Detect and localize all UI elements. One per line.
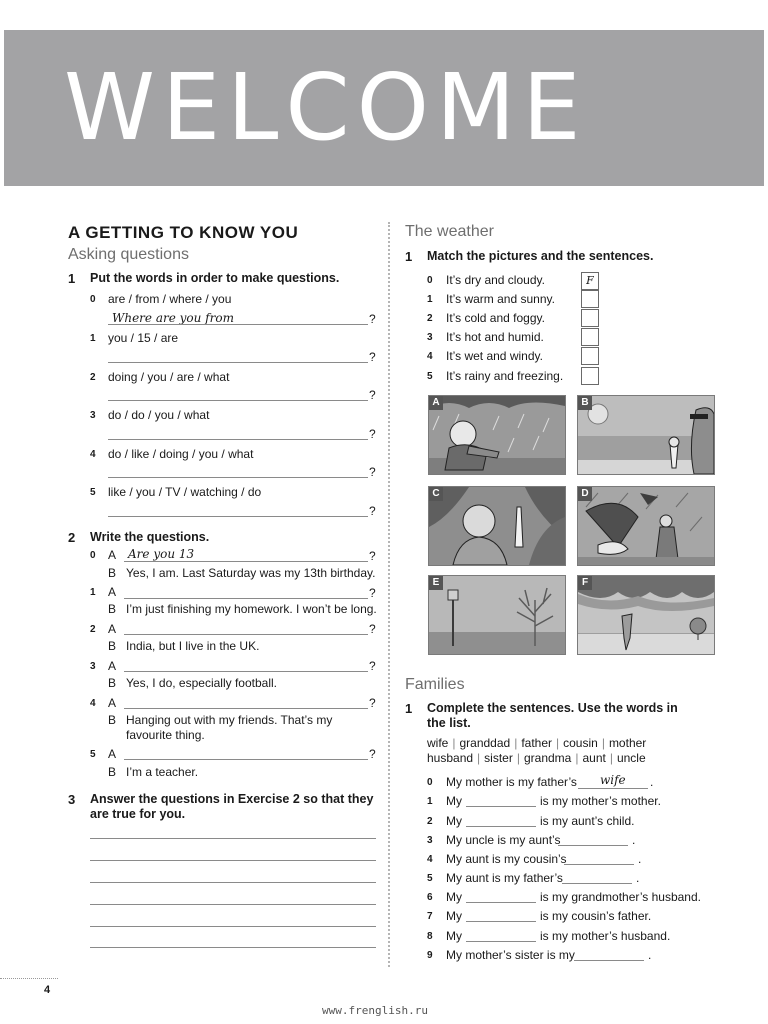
- word-list-item: cousin: [563, 736, 598, 750]
- page-number: 4: [44, 984, 51, 996]
- separator: |: [477, 751, 481, 765]
- speaker-b-label: B: [108, 713, 117, 727]
- word-list-item: granddad: [459, 736, 511, 750]
- answer-box[interactable]: [581, 347, 599, 365]
- word-list-item: wife: [427, 736, 449, 750]
- weather-sentence: It’s wet and windy.: [446, 349, 543, 363]
- sentence-end: is my mother’s mother.: [540, 794, 661, 808]
- item-number: 4: [427, 854, 433, 865]
- item-number: 1: [427, 796, 433, 807]
- sentence-start: My: [446, 814, 462, 828]
- answer-box[interactable]: [581, 309, 599, 327]
- separator: |: [452, 736, 456, 750]
- question-mark: ?: [369, 549, 376, 563]
- writing-line[interactable]: [90, 926, 376, 927]
- gap-line[interactable]: [466, 941, 536, 942]
- answer-line[interactable]: [108, 477, 368, 478]
- item-number: 5: [90, 487, 96, 498]
- task-instruction-continued: the list.: [427, 716, 471, 730]
- word-list-item: father: [521, 736, 552, 750]
- weather-sentence: It’s cold and foggy.: [446, 311, 545, 325]
- word-list-item: mother: [608, 736, 647, 750]
- word-list-row-1: [427, 736, 646, 750]
- question-mark: ?: [369, 659, 376, 673]
- warm-sunny-illustration: [578, 396, 714, 474]
- answer-line[interactable]: [108, 400, 368, 401]
- answer-line[interactable]: [124, 708, 368, 709]
- picture-label: F: [578, 576, 592, 590]
- reply-text: Hanging out with my friends. That’s my: [126, 713, 333, 727]
- page-title: WELCOME: [64, 54, 588, 161]
- word-list-item: sister: [484, 751, 513, 765]
- answer-box[interactable]: F: [581, 272, 599, 290]
- item-number: 2: [427, 313, 433, 324]
- picture-label: A: [429, 396, 443, 410]
- weather-picture-c: [428, 486, 566, 566]
- column-divider: [388, 222, 390, 967]
- speaker-a-label: A: [108, 747, 117, 761]
- item-number: 2: [427, 816, 433, 827]
- task-instruction: Answer the questions in Exercise 2 so that they: [90, 792, 374, 806]
- scrambled-words: do / like / doing / you / what: [108, 447, 254, 461]
- answer-line[interactable]: [124, 561, 368, 562]
- speaker-b-label: B: [108, 602, 117, 616]
- footer-rule: [0, 978, 58, 979]
- cold-foggy-illustration: [429, 576, 565, 654]
- item-number: 2: [90, 624, 96, 635]
- gap-line[interactable]: [466, 902, 536, 903]
- question-mark: ?: [369, 427, 376, 441]
- subheading-asking-questions: Asking questions: [68, 246, 189, 263]
- task-number: 2: [68, 530, 76, 545]
- answer-line[interactable]: [108, 324, 368, 325]
- picture-label: E: [429, 576, 443, 590]
- sentence-start: My: [446, 890, 462, 904]
- item-number: 3: [427, 835, 433, 846]
- item-number: 4: [90, 449, 96, 460]
- scrambled-words: doing / you / are / what: [108, 370, 230, 384]
- answer-box[interactable]: [581, 290, 599, 308]
- answer-line[interactable]: [124, 671, 368, 672]
- sentence-start: My uncle is my aunt’s: [446, 833, 561, 847]
- rainy-freezing-illustration: [429, 396, 565, 474]
- gap-line[interactable]: [574, 960, 644, 961]
- question-mark: ?: [369, 747, 376, 761]
- sentence-start: My mother is my father’s: [446, 775, 577, 789]
- item-number: 0: [90, 294, 96, 305]
- question-mark: ?: [369, 622, 376, 636]
- separator: |: [516, 751, 520, 765]
- answer-box[interactable]: [581, 328, 599, 346]
- weather-sentence: It’s dry and cloudy.: [446, 273, 545, 287]
- gap-line[interactable]: [466, 806, 536, 807]
- item-number: 6: [427, 892, 433, 903]
- sentence-start: My: [446, 909, 462, 923]
- word-list-item: aunt: [582, 751, 606, 765]
- sentence-end: is my grandmother’s husband.: [540, 890, 701, 904]
- sentence-end: is my mother’s husband.: [540, 929, 671, 943]
- families-heading: Families: [405, 676, 465, 693]
- weather-picture-d: [577, 486, 715, 566]
- weather-sentence: It’s warm and sunny.: [446, 292, 555, 306]
- sentence-start: My: [446, 929, 462, 943]
- weather-picture-f: [577, 575, 715, 655]
- sentence-end: .: [650, 775, 654, 789]
- question-mark: ?: [369, 388, 376, 402]
- scrambled-words: like / you / TV / watching / do: [108, 485, 262, 499]
- word-list-item: uncle: [616, 751, 646, 765]
- sentence-end: is my cousin’s father.: [540, 909, 652, 923]
- sentence-start: My aunt is my father’s: [446, 871, 563, 885]
- sentence-end: is my aunt’s child.: [540, 814, 635, 828]
- reply-text: India, but I live in the UK.: [126, 639, 260, 653]
- word-list-row-2: [427, 751, 646, 765]
- footer-url: www.frenglish.ru: [322, 1004, 428, 1017]
- item-number: 9: [427, 950, 433, 961]
- item-number: 3: [90, 410, 96, 421]
- task-instruction: Match the pictures and the sentences.: [427, 249, 654, 263]
- scrambled-words: are / from / where / you: [108, 292, 232, 306]
- scrambled-words: you / 15 / are: [108, 331, 179, 345]
- separator: |: [601, 736, 605, 750]
- question-mark: ?: [369, 696, 376, 710]
- task-instruction: Put the words in order to make questions.: [90, 271, 340, 285]
- hot-humid-illustration: [429, 487, 565, 565]
- item-number: 1: [90, 587, 96, 598]
- item-number: 4: [427, 351, 433, 362]
- example-answer: Where are you from: [112, 311, 234, 325]
- sentence-start: My aunt is my cousin’s: [446, 852, 567, 866]
- question-mark: ?: [369, 504, 376, 518]
- item-number: 5: [427, 873, 433, 884]
- answer-line[interactable]: [108, 516, 368, 517]
- sentence-end: .: [638, 852, 642, 866]
- task-instruction-continued: are true for you.: [90, 807, 186, 821]
- gap-line[interactable]: [562, 883, 632, 884]
- sentence-start: My: [446, 794, 462, 808]
- separator: |: [609, 751, 613, 765]
- weather-sentence: It’s rainy and freezing.: [446, 369, 564, 383]
- weather-picture-a: [428, 395, 566, 475]
- writing-line[interactable]: [90, 904, 376, 905]
- gap-line[interactable]: [578, 788, 648, 789]
- question-mark: ?: [369, 350, 376, 364]
- item-number: 1: [90, 333, 96, 344]
- item-number: 3: [427, 332, 433, 343]
- speaker-a-label: A: [108, 548, 117, 562]
- task-number: 1: [405, 701, 413, 716]
- example-answer: wife: [600, 773, 626, 787]
- item-number: 4: [90, 698, 96, 709]
- gap-line[interactable]: [466, 826, 536, 827]
- item-number: 5: [427, 371, 433, 382]
- speaker-a-label: A: [108, 622, 117, 636]
- speaker-b-label: B: [108, 566, 117, 580]
- reply-text: Yes, I am. Last Saturday was my 13th birthday.: [126, 566, 376, 580]
- speaker-a-label: A: [108, 659, 117, 673]
- answer-box[interactable]: [581, 367, 599, 385]
- example-answer: Are you 13: [128, 547, 195, 561]
- reply-text-continued: favourite thing.: [126, 728, 205, 742]
- task-number: 1: [68, 271, 76, 286]
- item-number: 0: [90, 550, 96, 561]
- dry-cloudy-illustration: [578, 576, 714, 654]
- answer-line[interactable]: [124, 598, 368, 599]
- section-heading: A GETTING TO KNOW YOU: [68, 223, 299, 242]
- reply-text: I’m a teacher.: [126, 765, 199, 779]
- item-number: 1: [427, 294, 433, 305]
- separator: |: [514, 736, 518, 750]
- speaker-b-label: B: [108, 639, 117, 653]
- speaker-a-label: A: [108, 696, 117, 710]
- task-number: 3: [68, 792, 76, 807]
- writing-line[interactable]: [90, 882, 376, 883]
- speaker-a-label: A: [108, 585, 117, 599]
- weather-picture-e: [428, 575, 566, 655]
- word-list-item: grandma: [523, 751, 572, 765]
- gap-line[interactable]: [558, 845, 628, 846]
- picture-label: D: [578, 487, 592, 501]
- speaker-b-label: B: [108, 676, 117, 690]
- item-number: 7: [427, 911, 433, 922]
- sentence-end: .: [648, 948, 652, 962]
- wet-windy-illustration: [578, 487, 714, 565]
- writing-line[interactable]: [90, 947, 376, 948]
- weather-heading: The weather: [405, 223, 494, 240]
- question-mark: ?: [369, 312, 376, 326]
- question-mark: ?: [369, 465, 376, 479]
- weather-picture-b: [577, 395, 715, 475]
- separator: |: [575, 751, 579, 765]
- reply-text: I’m just finishing my homework. I won’t be long.: [126, 602, 377, 616]
- sentence-start: My mother’s sister is my: [446, 948, 575, 962]
- speaker-b-label: B: [108, 765, 117, 779]
- item-number: 0: [427, 275, 433, 286]
- task-instruction: Complete the sentences. Use the words in: [427, 701, 678, 715]
- sentence-end: .: [632, 833, 636, 847]
- item-number: 0: [427, 777, 433, 788]
- reply-text: Yes, I do, especially football.: [126, 676, 277, 690]
- answer-line[interactable]: [124, 759, 368, 760]
- gap-line[interactable]: [564, 864, 634, 865]
- gap-line[interactable]: [466, 921, 536, 922]
- word-list-item: husband: [427, 751, 474, 765]
- item-number: 3: [90, 661, 96, 672]
- weather-sentence: It’s hot and humid.: [446, 330, 544, 344]
- answer-line[interactable]: [124, 634, 368, 635]
- item-number: 8: [427, 931, 433, 942]
- writing-line[interactable]: [90, 860, 376, 861]
- writing-line[interactable]: [90, 838, 376, 839]
- question-mark: ?: [369, 586, 376, 600]
- item-number: 5: [90, 749, 96, 760]
- picture-label: C: [429, 487, 443, 501]
- item-number: 2: [90, 372, 96, 383]
- sentence-end: .: [636, 871, 640, 885]
- task-number: 1: [405, 249, 413, 264]
- picture-label: B: [578, 396, 592, 410]
- answer-line[interactable]: [108, 439, 368, 440]
- answer-line[interactable]: [108, 362, 368, 363]
- scrambled-words: do / do / you / what: [108, 408, 210, 422]
- task-instruction: Write the questions.: [90, 530, 210, 544]
- separator: |: [556, 736, 560, 750]
